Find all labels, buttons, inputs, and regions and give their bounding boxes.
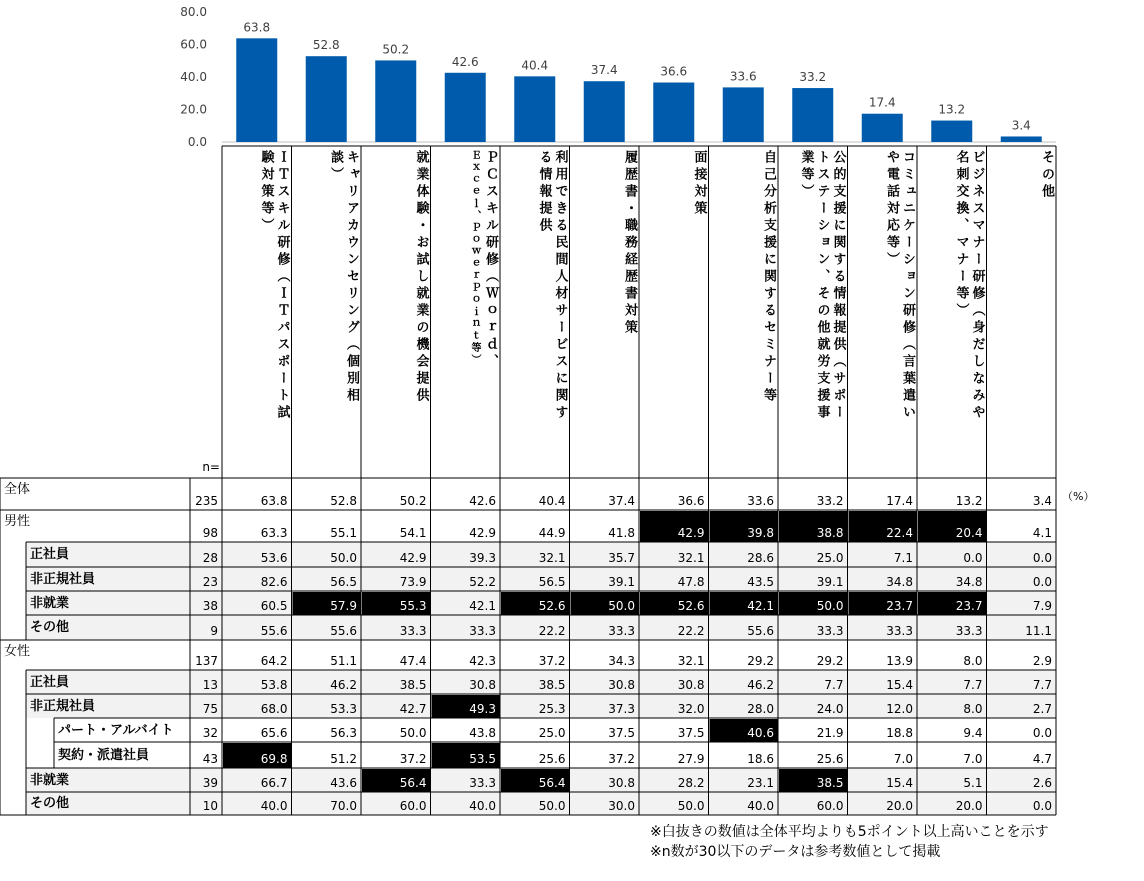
value-cell: 34.3 — [608, 654, 635, 668]
value-cell: 53.3 — [330, 702, 357, 716]
value-cell: 15.4 — [886, 776, 913, 790]
data-label: 33.2 — [799, 70, 827, 85]
value-cell: 38.8 — [816, 526, 844, 540]
value-cell: 56.5 — [330, 575, 357, 589]
value-cell: 60.0 — [399, 799, 427, 813]
n-value: 137 — [195, 654, 218, 668]
value-cell: 50.0 — [399, 726, 427, 740]
value-cell: 44.9 — [538, 526, 566, 540]
column-header — [576, 150, 638, 474]
value-cell: 53.8 — [260, 678, 288, 692]
value-cell: 50.0 — [677, 799, 705, 813]
value-cell: 70.0 — [330, 799, 357, 813]
data-label: 33.6 — [729, 69, 757, 84]
value-cell: 30.8 — [608, 678, 635, 692]
data-label: 42.6 — [451, 54, 479, 69]
value-cell: 40.4 — [538, 494, 566, 508]
y-tick-label: 80.0 — [180, 5, 207, 19]
column-header — [923, 150, 985, 474]
value-cell: 29.2 — [816, 654, 844, 668]
value-cell: 33.3 — [469, 776, 496, 790]
value-cell: 7.0 — [963, 752, 983, 766]
value-cell: 52.2 — [469, 575, 496, 589]
value-cell: 54.1 — [399, 526, 427, 540]
value-cell: 53.6 — [260, 551, 288, 565]
value-cell: 30.8 — [469, 678, 496, 692]
row-label: 契約・派遣社員 — [58, 747, 150, 763]
value-cell: 33.3 — [886, 624, 913, 638]
value-cell: 43.5 — [747, 575, 774, 589]
value-cell: 49.3 — [469, 702, 496, 716]
value-cell: 51.2 — [330, 752, 357, 766]
row-label: 女性 — [4, 644, 31, 659]
value-cell: 32.0 — [677, 702, 705, 716]
value-cell: 42.1 — [469, 599, 496, 613]
value-cell: 55.1 — [330, 526, 357, 540]
data-label: 36.6 — [660, 64, 688, 79]
value-cell: 57.9 — [330, 599, 357, 613]
value-cell: 9.4 — [963, 726, 983, 740]
note-sample-size: ※n数が30以下のデータは参考数値として掲載 — [650, 844, 941, 860]
value-cell: 24.0 — [816, 702, 844, 716]
value-cell: 40.6 — [747, 726, 774, 740]
value-cell: 33.3 — [816, 624, 844, 638]
value-cell: 37.2 — [399, 752, 427, 766]
value-cell: 37.5 — [608, 726, 635, 740]
value-cell: 28.6 — [747, 551, 774, 565]
value-cell: 56.3 — [330, 726, 357, 740]
column-header — [854, 150, 916, 474]
value-cell: 65.6 — [260, 726, 288, 740]
n-value: 13 — [202, 678, 218, 692]
value-cell: 46.2 — [747, 678, 774, 692]
column-header-line: 履歴書・職務経歴書対策 — [622, 150, 637, 337]
value-cell: 33.2 — [816, 494, 844, 508]
column-header-line: コミュニケーション研修（言葉遣い — [900, 150, 915, 422]
note-highlight: ※白抜きの数値は全体平均よりも5ポイント以上高いことを示す — [650, 824, 1049, 840]
value-cell: 17.4 — [886, 494, 913, 508]
value-cell: 25.0 — [538, 726, 566, 740]
value-cell: 50.2 — [399, 494, 427, 508]
value-cell: 7.1 — [893, 551, 913, 565]
value-cell: 42.9 — [469, 526, 496, 540]
value-cell: 39.8 — [747, 526, 774, 540]
data-label: 3.4 — [1011, 118, 1031, 133]
value-cell: 66.7 — [260, 776, 288, 790]
value-cell: 7.0 — [893, 752, 913, 766]
row-label: 非正規社員 — [30, 698, 96, 714]
value-cell: 33.3 — [955, 624, 983, 638]
value-cell: 7.7 — [1032, 678, 1052, 692]
value-cell: 41.8 — [608, 526, 635, 540]
value-cell: 23.1 — [747, 776, 774, 790]
value-cell: 29.2 — [747, 654, 774, 668]
value-cell: 56.4 — [538, 776, 566, 790]
n-value: 43 — [202, 752, 218, 766]
n-value: 235 — [195, 494, 218, 508]
value-cell: 22.2 — [538, 624, 566, 638]
value-cell: 2.6 — [1032, 776, 1052, 790]
value-cell: 0.0 — [1032, 799, 1052, 813]
n-value: 9 — [210, 624, 218, 638]
value-cell: 37.5 — [677, 726, 705, 740]
value-cell: 2.7 — [1032, 702, 1052, 716]
column-header — [784, 150, 846, 474]
value-cell: 30.0 — [608, 799, 635, 813]
value-cell: 33.3 — [608, 624, 635, 638]
data-label: 17.4 — [868, 95, 896, 110]
column-header-line: 自己分析支援に関するセミナー等 — [761, 150, 776, 405]
value-cell: 39.1 — [608, 575, 635, 589]
value-cell: 43.8 — [469, 726, 496, 740]
n-label: n= — [202, 460, 220, 474]
value-cell: 38.5 — [399, 678, 427, 692]
value-cell: 56.4 — [399, 776, 427, 790]
value-cell: 63.8 — [260, 494, 288, 508]
value-cell: 51.1 — [330, 654, 357, 668]
n-value: 32 — [202, 726, 218, 740]
value-cell: 13.2 — [955, 494, 983, 508]
value-cell: 18.6 — [747, 752, 774, 766]
value-cell: 18.8 — [886, 726, 913, 740]
value-cell: 50.0 — [330, 551, 357, 565]
value-cell: 27.9 — [677, 752, 705, 766]
value-cell: 5.1 — [963, 776, 983, 790]
value-cell: 55.3 — [399, 599, 427, 613]
column-header-line: 験対策等） — [258, 150, 274, 235]
row-label: 非就業 — [30, 772, 70, 788]
value-cell: 20.4 — [955, 526, 983, 540]
column-header-line: 談） — [328, 150, 343, 184]
data-label: 63.8 — [243, 20, 271, 35]
value-cell: 40.0 — [469, 799, 496, 813]
column-header-line: る情報提供 — [536, 150, 552, 235]
data-label: 37.4 — [590, 63, 618, 78]
column-header-line: キャリアカウンセリング（個別相 — [344, 150, 359, 405]
y-tick-label: 60.0 — [180, 37, 207, 52]
row-label: その他 — [30, 620, 70, 635]
value-cell: 25.6 — [538, 752, 566, 766]
value-cell: 73.9 — [399, 575, 427, 589]
column-header-line: 面接対策 — [691, 150, 707, 218]
n-value: 38 — [202, 599, 218, 613]
value-cell: 8.0 — [963, 702, 983, 716]
n-value: 28 — [202, 551, 218, 565]
value-cell: 47.4 — [399, 654, 427, 668]
value-cell: 35.7 — [608, 551, 635, 565]
value-cell: 11.1 — [1025, 624, 1052, 638]
value-cell: 38.5 — [538, 678, 566, 692]
value-cell: 33.6 — [747, 494, 774, 508]
value-cell: 64.2 — [260, 654, 288, 668]
n-value: 23 — [202, 575, 218, 589]
data-label: 50.2 — [382, 42, 410, 57]
value-cell: 30.8 — [608, 776, 635, 790]
value-cell: 39.3 — [469, 551, 496, 565]
value-cell: 55.6 — [747, 624, 774, 638]
value-cell: 50.0 — [538, 799, 566, 813]
column-header-line: その他 — [1039, 150, 1054, 201]
y-tick-label: 20.0 — [180, 102, 207, 117]
data-label: 13.2 — [938, 102, 966, 117]
value-cell: 28.0 — [747, 702, 774, 716]
value-cell: 33.3 — [469, 624, 496, 638]
column-header — [645, 150, 707, 474]
value-cell: 56.5 — [538, 575, 566, 589]
value-cell: 42.1 — [747, 599, 774, 613]
column-header-line: 利用できる民間人材サービスに関す — [552, 150, 568, 422]
value-cell: 13.9 — [886, 654, 913, 668]
value-cell: 4.1 — [1032, 526, 1052, 540]
value-cell: 30.8 — [677, 678, 705, 692]
row-label: 正社員 — [30, 547, 70, 562]
value-cell: 53.5 — [469, 752, 496, 766]
row-label: 非正規社員 — [30, 571, 96, 587]
value-cell: 43.6 — [330, 776, 357, 790]
value-cell: 42.9 — [399, 551, 427, 565]
value-cell: 8.0 — [963, 654, 983, 668]
value-cell: 82.6 — [260, 575, 288, 589]
value-cell: 34.8 — [955, 575, 983, 589]
value-cell: 15.4 — [886, 678, 913, 692]
value-cell: 52.8 — [330, 494, 357, 508]
value-cell: 22.4 — [886, 526, 913, 540]
row-label: 男性 — [4, 514, 31, 529]
column-header-line: ビジネスマナー研修（身だしなみや — [969, 150, 985, 422]
value-cell: 60.5 — [260, 599, 288, 613]
value-cell: 39.1 — [816, 575, 844, 589]
value-cell: 7.7 — [824, 678, 844, 692]
value-cell: 28.2 — [677, 776, 705, 790]
column-header-line: トステーション、その他就労支援事 — [814, 150, 830, 422]
row-label: その他 — [30, 796, 70, 811]
value-cell: 50.0 — [816, 599, 844, 613]
value-cell: 46.2 — [330, 678, 357, 692]
value-cell: 3.4 — [1032, 494, 1052, 508]
value-cell: 37.2 — [538, 654, 566, 668]
y-tick-label: 0.0 — [187, 135, 207, 149]
value-cell: 0.0 — [1032, 575, 1052, 589]
value-cell: 7.7 — [963, 678, 983, 692]
value-cell: 23.7 — [886, 599, 913, 613]
value-cell: 69.8 — [260, 752, 288, 766]
column-header-line: や電話対応等） — [884, 150, 899, 269]
value-cell: 50.0 — [608, 599, 635, 613]
column-header-line: ＩＴスキル研修（ＩＴパスポート試 — [274, 150, 290, 422]
value-cell: 0.0 — [963, 551, 983, 565]
n-value: 10 — [202, 799, 218, 813]
column-header-line: 名刺交換、マナー等） — [953, 150, 969, 320]
value-cell: 52.6 — [538, 599, 566, 613]
value-cell: 25.0 — [816, 551, 844, 565]
column-header-line: 公的支援に関する情報提供（サポー — [830, 150, 846, 422]
n-value: 98 — [202, 526, 218, 540]
value-cell: 55.6 — [330, 624, 357, 638]
value-cell: 37.2 — [608, 752, 635, 766]
column-header — [367, 150, 429, 474]
value-cell: 12.0 — [886, 702, 913, 716]
value-cell: 52.6 — [677, 599, 705, 613]
value-cell: 22.2 — [677, 624, 705, 638]
value-cell: 42.3 — [469, 654, 496, 668]
column-header — [298, 150, 360, 474]
value-cell: 34.8 — [886, 575, 913, 589]
row-label: 非就業 — [30, 595, 70, 611]
value-cell: 37.3 — [608, 702, 635, 716]
value-cell: 32.1 — [677, 654, 705, 668]
data-label: 52.8 — [312, 38, 340, 53]
value-cell: 40.0 — [260, 799, 288, 813]
value-cell: 32.1 — [677, 551, 705, 565]
value-cell: 42.9 — [677, 526, 705, 540]
value-cell: 36.6 — [677, 494, 705, 508]
column-header-line: 就業体験・お試し就業の機会提供 — [413, 150, 429, 405]
value-cell: 63.3 — [260, 526, 288, 540]
value-cell: 33.3 — [399, 624, 427, 638]
value-cell: 25.3 — [538, 702, 566, 716]
value-cell: 32.1 — [538, 551, 566, 565]
value-cell: 2.9 — [1032, 654, 1052, 668]
column-header — [993, 150, 1055, 474]
value-cell: 68.0 — [260, 702, 288, 716]
column-header — [715, 150, 777, 474]
value-cell: 20.0 — [955, 799, 983, 813]
n-value: 75 — [202, 702, 218, 716]
column-header — [437, 150, 499, 474]
value-cell: 25.6 — [816, 752, 844, 766]
value-cell: 0.0 — [1032, 726, 1052, 740]
column-header-line: ＰＣスキル研修（Ｗｏｒｄ、 — [483, 150, 498, 371]
value-cell: 55.6 — [260, 624, 288, 638]
column-header — [506, 150, 568, 474]
column-header-line: 業等） — [798, 150, 814, 201]
unit-label: （%） — [1062, 490, 1095, 503]
column-header — [228, 150, 290, 474]
data-label: 40.4 — [521, 58, 549, 73]
y-tick-label: 40.0 — [180, 70, 207, 84]
value-cell: 38.5 — [816, 776, 844, 790]
value-cell: 40.0 — [747, 799, 774, 813]
value-cell: 7.9 — [1032, 599, 1052, 613]
column-header-line: Ｅｘｃｅｌ、ＰｏｗｅｒＰｏｉｎｔ等） — [469, 150, 480, 366]
n-value: 39 — [202, 776, 218, 790]
value-cell: 37.4 — [608, 494, 635, 508]
row-label: パート・アルバイト — [58, 722, 174, 738]
row-label: 正社員 — [30, 674, 70, 690]
value-cell: 42.7 — [399, 702, 427, 716]
value-cell: 23.7 — [955, 599, 983, 613]
row-label: 全体 — [4, 482, 31, 497]
value-cell: 4.7 — [1032, 752, 1052, 766]
value-cell: 21.9 — [816, 726, 844, 740]
value-cell: 60.0 — [816, 799, 844, 813]
value-cell: 47.8 — [677, 575, 705, 589]
value-cell: 20.0 — [886, 799, 913, 813]
value-cell: 0.0 — [1032, 551, 1052, 565]
value-cell: 42.6 — [469, 494, 496, 508]
